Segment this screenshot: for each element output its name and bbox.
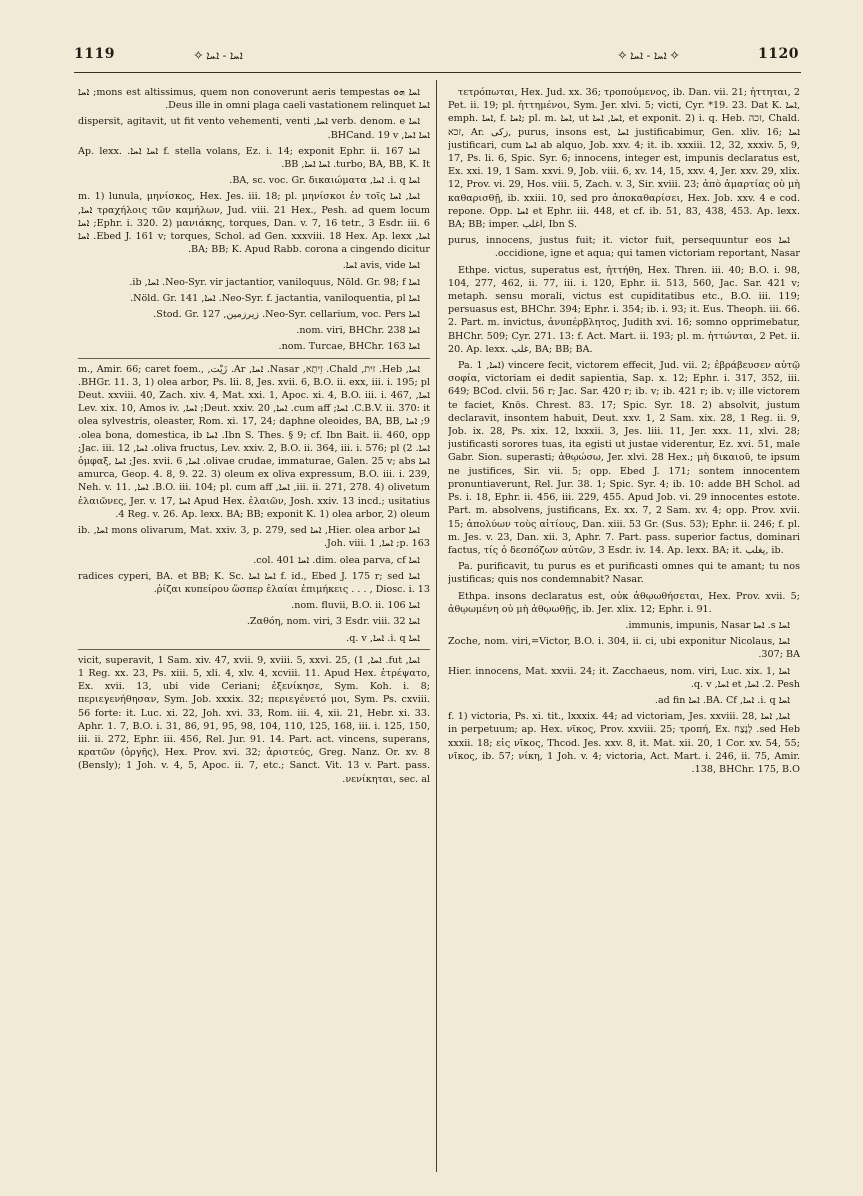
right-column [448, 86, 800, 1176]
entry-text: ܐܚܐ s. ܐܚܐ immunis, impunis, Nasar. [625, 619, 790, 631]
entry-text: ܐܚܐ, fut. ܐܚܐ, 1) vicit, superavit, 1 Sam. xiv. 47, xvii. 9, xviii. 5, xxvi. 25, 1 Reg. xx. 23, Ps. xiii. 5, xli. 4, xlv. 4, xcviii. 11. Apud Hex. ἐτρέψατο, Ex. xvii. 13, ubi vide Ceriani; ἐξενίκησε, Sym. Koh. i. 8; περιεγενήθησαν, Sym. Job. xxxix. 32; περιεγένετό μοι, Sym. Ps. cxviii. 56 forte: it. Luc. xi. 22, Joh. xvi. 33, Rom. iii. 4, xii. 21, Hebr. xi. 33. Aphr. 1. 7, B.O. i. 31, 86, 91, 95, 98, 104, 110, 125, 168, iii. i. 125, 150, iii. ii. 272, Ephr. iii. 456, Rel. Jur. 91. 14. Part. act. vincens, superans, κρατῶν (ὀργῆς), Hex. Prov. xvi. 32; ἀριστεύς, Greg. Nanz. Or. xv. 8 (Bensly); 1 Joh. v. 4, 5, Apoc. ii. 7, etc.; Sanct. Vit. 13 v. Part. pass. νενίκηται, sec. al. [78, 649, 430, 786]
entry-text: Pa. purificavit, tu purus es et purificasti omnes qui te amant; tu nos justificas; quis nos condemnabit? Nasar. [448, 561, 800, 586]
entry-text: ܐܚܐ dim. olea parva, cf. ܐܚܐ col. 401. [253, 554, 420, 566]
entry-text: ܐܚܐ i. q. ܐܚܐ, BA. Cf. ܐܚܐ ad fin. [654, 694, 790, 706]
page-number-left: 1119 [74, 46, 115, 62]
entry-text: τετρόπωται, Hex. Jud. xx. 36; τροπούμενος, ib. Dan. vii. 21; ἡττηται, 2 Pet. ii. 19; pl. ἡττημένοι, Sym. Jer. xlvi. 5; victi, Cyr. *19. 23. Dat K. ܐܚܐ, emph. ܐܚܐ, f. ܐܚܐ; pl. m. ܐܚܐ, ut ܐܚܐ, ܐܚܐ, et exponit. 2) i. q. Heb. זכה, Chald. זכא, Ar. زكى, purus, insons est, ܐܚܐ justificabimur, Gen. xliv. 16; ܐܚܐ justificari, cum ܐܚܐ ab alquo, Job. xxv. 4; it. ib. xxxiii. 12, 32, xxxiv. 5, 9, 17, Ps. li. 6, Spic. Syr. 6; innocens, integer est, impunis declaratus est, Ex. xxi. 19, 1 Sam. xxvi. 9, Job. viii. 6, xv. 14, 15, xxv. 4, Jer. xxv. 29, xlix. 12, Prov. vi. 29, Hos. viii. 5, Zach. v. 3, Sir. xviii. 23; ἀπὸ ἁμαρτίας οὐ μὴ καθαρισθῇ, ib. xxiii. 10, sed pro ἀποκαθαρίσει, Hex. Job. xxv. 4 e cod. repone. Opp. ܐܚܐ et Ephr. iii. 448, et cf. ib. 51, 83, 438, 453. Ap. lexx. BA; BB; imper. اغلب, Ibn S. [448, 87, 800, 231]
left-column [78, 86, 430, 1176]
page-number-right: 1120 [758, 46, 799, 62]
entry-text: ܐܚܐ Neo-Syr. f. jactantia, vaniloquentia, pl. ܐܚܐ, Nöld. Gr. 141. [130, 292, 420, 304]
entry-text: ܐܚܐ ܗܘ mons est altissimus, quem non conoverunt aeris tempestas; ܐܚܐ ܐܚܐ Deus ille in omni plaga caeli vastationem relinquet. [78, 87, 430, 112]
entry-text: ܐܚܐ, Heb. זית, Chald. זֵיתָא, Nasar. ܐܚܐ, Ar. زَيْت, m., Amir. 66; caret foem., BHGr. 11. 3, 1) olea arbor, Ps. lii. 8, Jes. xvii. 6, B.O. ii. exx, iii. i. 195; pl. ܐܚܐ, Deut. xxviii. 40, Zach. xiv. 4, Mat. xxi. 1, Apoc. xi. 4, B.O. iii. i. 467, C.B.V. ii. 370: it. ܐܚܐ; cum aff. ܐܚܐ, Deut. xxiv. 20; ܐܚܐ, Lev. xix. 10, Amos iv. 9; ܐܚܐ olea sylvestris, oleaster, Rom. xi. 17, 24; daphne oleoides, BA, BB, Ibn S. Thes. § 9; cf. Ibn Bait. ii. 460, opp. ܐܚܐ olea bona, domestica, ib. ܐܚܐ. 2) oliva fructus, Lev. xxiv. 2, B.O. ii. 364, iii. i. 576; pl. ܐܚܐ, Jac. iii. 12; ܐܚܐ olivae crudae, immaturae, Galen. 25 v; abs. ܐܚܐ, Jes. xvii. 6; ܐܚܐ ὀμφαξ, amurca, Geop. 4. 8, 9. 22. 3) oleum ex oliva expressum, B.O. iii. i. 239, iii. ii. 271, 278. 4) olivetum, ܐܚܐ, B.O. iii. 104; pl. cum aff. ܐܚܐ, Neh. v. 11. Apud Hex. ἐλαιῶν, Josh. xxiv. 13 incd.; usitatius ܐܚܐ ἐλαιῶνες, Jer. v. 17, 4 Reg. v. 26. Ap. lexx. BA; BB; exponit K. 1) olea arbor, 2) oleum. [78, 358, 430, 521]
entry-text: ܐܚܐ avis, vide ܐܚܐ. [342, 260, 420, 272]
entry-text: ܐܚܐ Neo-Syr. vir jactantior, vaniloquus, Nöld. Gr. 98; f. ܐܚܐ, ib. [129, 276, 420, 288]
entry-text: ܐܚܐ, ܐܚܐ m. 1) lunula, μηνίσκος, Hex. Jes. iii. 18; pl. μηνίσκοι ἐν τοῖς τραχήλοις τῶν καμήλων, Jud. viii. 21 Hex., Pesh. ad quem locum ܐܚܐ, Ephr. i. 320. 2) μανιάκης, torques, Dan. v. 7, 16 tetr., 3 Esdr. iii. 6; ܐܚܐ ܐܚܐ, Ebed J. 161 v; torques, Schol. ad Gen. xxxviii. 18 Hex. Ap. lexx. ܐܚܐ BA; BB; K. Apud Rabb. corona a cingendo dicitur. [78, 191, 430, 256]
entry-text: ܐܚܐ verb. denom. e ܐܚܐ, dispersit, agitavit, ut fit vento vehementi, venti ܐܚܐ ܐܚܐ, BHCand. 19 v. [78, 116, 430, 141]
entry-text: ܐܚܐ i. q. ܐܚܐ, BA, sc. voc. Gr. δικαιώματα. [229, 175, 420, 187]
entry-text: ܐܚܐ Hier. innocens, Mat. xxvii. 24; it. Zacchaeus, nom. viri, Luc. xix. 1, 2. Pesh. ܐܚܐ, et ܐܚܐ, q. v. [448, 665, 800, 690]
column-divider [436, 80, 437, 1172]
entry-text: ܐܚܐ Hier. olea arbor, ܐܚܐ mons olivarum, Mat. xxiv. 3, p. 279, sed ܐܚܐ, ib. p. 163; ܐܚܐ, Joh. viii. 1. [78, 525, 430, 550]
entry-text: ܐܚܐ, ܐܚܐ f. 1) victoria, Ps. xi. tit., lxxxix. 44; ad victoriam, Jes. xxviii. 28, sed Heb. לָנֶצַח in perpetuum; ap. Hex. νῖκος, Prov. xxviii. 25; τροπή, Ex. xxxii. 18; εἰς νῖκος, Thcod. Jes. xxv. 8, it. Mat. xii. 20, 1 Cor. xv. 54, 55; νῖκος, ib. 57; νίκη, 1 Joh. v. 4; victoria, Act. Mart. i. 246, ii. 75, Amir. 138, BHChr. 175, B.O. [448, 711, 800, 775]
running-head-right: ✧ ܐܚܐ - ܐܚܐ ✧ [617, 49, 679, 62]
entry-text: ܐܚܐ nom. Turcae, BHChr. 163. [278, 341, 420, 353]
entry-text: ܐܚܐ nom. viri, BHChr. 238. [296, 325, 420, 337]
entry-text: ܐܚܐ f. stella volans, Ez. i. 14; exponit Ephr. ii. 167 ܐܚܐ ܐܚܐ. Ap. lexx. turbo, BA, BB, K. It. ܐܚܐ ܐܚܐ, BB. [78, 145, 430, 171]
entry-text: Ethpa. insons declaratus est, οὐκ ἀθῳωθήσεται, Hex. Prov. xvii. 5; ἀθῳωμένη οὐ μὴ ἀθῳωθῇς, ib. Jer. xlix. 12; Ephr. i. 91. [448, 590, 800, 615]
header-rule [74, 72, 801, 73]
entry-text: Ethpe. victus, superatus est, ἡττήθη, Hex. Thren. iii. 40; B.O. i. 98, 104, 277, 462, ii. 77, iii. i. 120, Ephr. ii. 513, 560, Jac. Sar. 421 v; metaph. sensu morali, victus est cupiditatibus etc., B.O. iii. 119; persuasus est, BHChr. 394; Ephr. i. 354; ib. i. 93; it. Eus. Theoph. iii. 66. 2. Part. m. invictus, ἀνυπέρβλητος, Judith xvi. 16; somno opprimebatur, BHChr. 509; Cyr. 271. 13: f. Act. Mart. ii. 193; pl. m. ἡττώνται, 2 Pet. ii. 20. Ap. lexx. غلب, BA; BB; BA. [448, 264, 800, 355]
entry-text: ܐܚܐ f. id., Ebed J. 175 r; sed ܐܚܐ ܐܚܐ radices cyperi, BA. et BB; K. Sc. ῥίζαι κυπείρου ὥσπερ ἐλαίαι ἐπιμήκεις . . . , Diosc. i. 13. [78, 570, 430, 595]
entry-text: ܐܚܐ Zoche, nom. viri,=Victor, B.O. i. 304, ii. ci, ubi exponitur Nicolaus, 307; BA. [448, 636, 800, 661]
running-head-left: ܐܚܐ - ܐܚܐ ✧ [194, 49, 243, 62]
entry-text: ܐܚܐ purus, innocens, justus fuit; it. victor fuit, persequuntur eos occidione, igne et aqua; qui tamen victoriam reportant, Nasar. [448, 235, 800, 260]
entry-text: Pa. ܐܚܐ, 1) vincere fecit, victorem effecit, Jud. vii. 2; ἐβράβευσεν αὐτῷ σοφία, victoriam ei dedit sapientia, Sap. x. 12; Ephr. i. 317, 352, iii. 649; BCod. clvii. 56 r; Jac. Sar. 420 r; ib. v; ib. 421 r; ib. v; ille victorem te faciet, Knös. Chrest. 83. 17; Spic. Syr. 18. 2) absolvit, justum declaravit, insontem habuit, Deut. xxv. 1, 2 Sam. xix. 28, 1 Reg. ii. 9, Job. ix. 28, Ps. xix. 12, lxxxii. 3, Jes. liii. 11, Jer. xxx. 11, xlvi. 28; justificasti sorores tuas, ita egisti ut justae viderentur, Ez. xvi. 51, male Gabr. Sion. superasti; ἀθῳώσω, Jer. xlvi. 28 Hex.; μὴ δικαιοῦ, te ipsum ne justifices, Sir. vii. 5; opp. Ebed J. 171; sontem innocentem pronuntiaverunt, Rel. Jur. 38. 1; Spic. Syr. 4; ib. 10: adde BH Schol. ad Ps. i. 18, Ephr. ii. 456, iii. 229, 455. Apud Job. vi. 29 innocentes estote. Part. m. absolvens, justificans, Ex. xx. 7, 2 Sam. xv. 4; opp. Prov. xvii. 15; ἀπολύων τοὺς αἰτίους, Dan. xiii. 53 Gr. (Sus. 53); Ephr. ii. 246; f. pl. m. Jes. v. 23, Dan. xii. 3, Aphr. 7. Part. pass. superior factus, dominari factus, τίς ὁ δεσπόζων αὐτῶν, 3 Esdr. iv. 14. Ap. lexx. BA; it. يغلب, ib. [448, 360, 800, 556]
entry-text: ܐܚܐ i. q. ܐܚܐ, q. v. [346, 632, 420, 644]
entry-text: ܐܚܐ Ζαθόη, nom. viri, 3 Esdr. viii. 32. [246, 616, 420, 628]
entry-text: ܐܚܐ Neo-Syr. cellarium, voc. Pers. زيرزمين, Stod. Gr. 127. [153, 309, 420, 321]
entry-text: ܐܚܐ nom. fluvii, B.O. ii. 106. [291, 600, 420, 612]
page-header [74, 46, 799, 70]
